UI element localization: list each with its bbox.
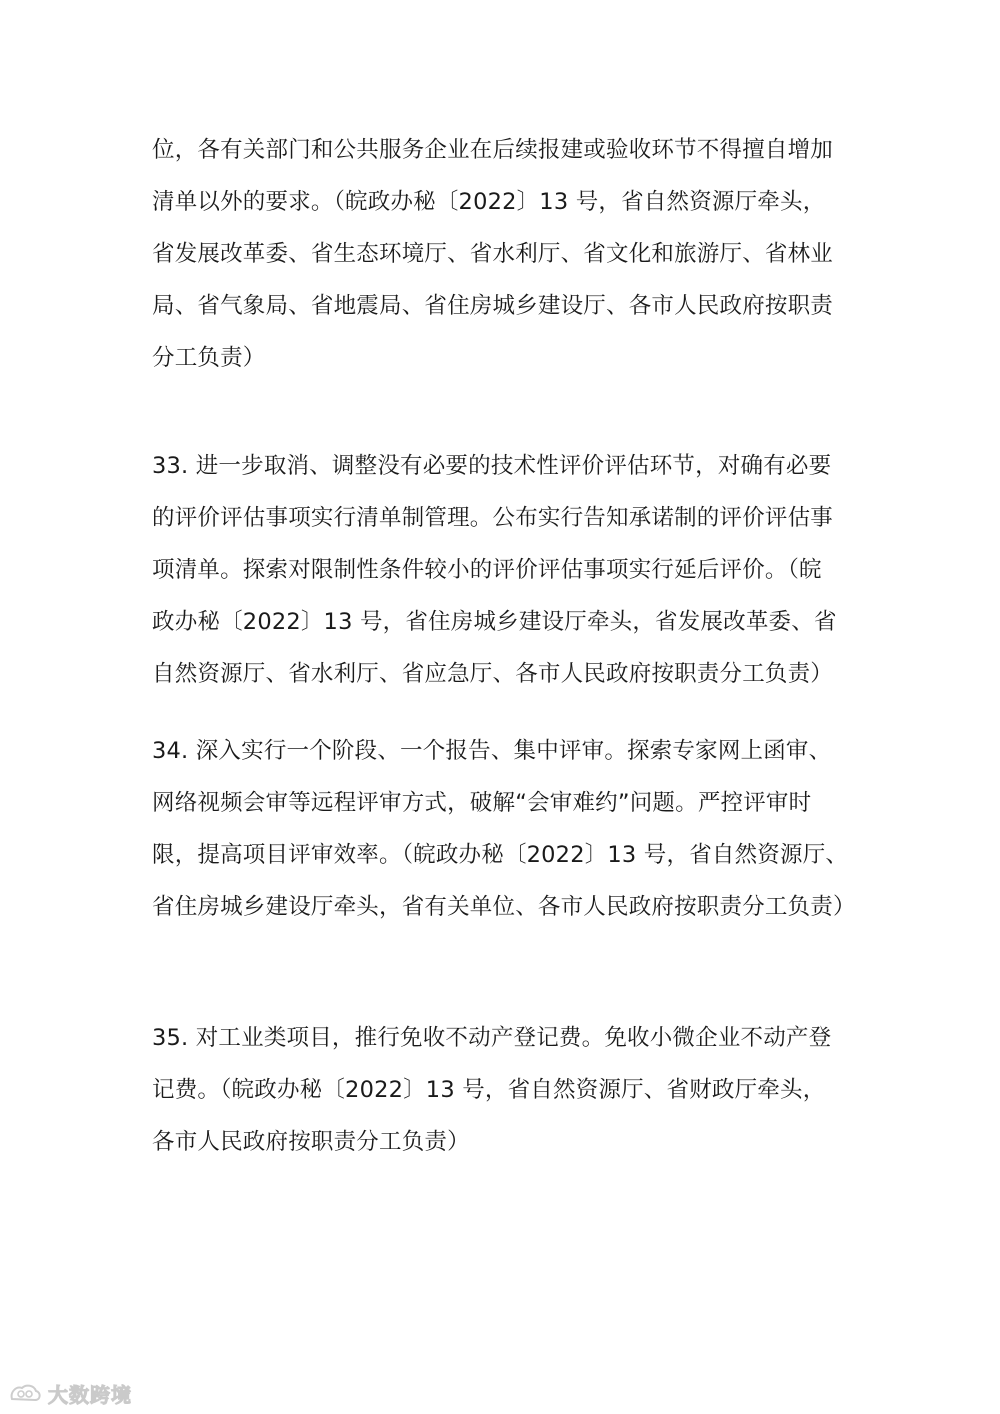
text-line: 省发展改革委、省生态环境厅、省水利厅、省文化和旅游厅、省林业: [152, 241, 834, 267]
text-line: 清单以外的要求。（皖政办秘〔2022〕13 号，省自然资源厅牵头，: [152, 189, 826, 215]
text-line: 34. 深入实行一个阶段、一个报告、集中评审。探索专家网上函审、: [152, 738, 832, 764]
watermark: [8, 1378, 132, 1408]
text-line: 位，各有关部门和公共服务企业在后续报建或验收环节不得擅自增加: [152, 137, 834, 163]
text-line: 自然资源厅、省水利厅、省应急厅、各市人民政府按职责分工负责）: [152, 661, 834, 687]
text-line: 的评价评估事项实行清单制管理。公布实行告知承诺制的评价评估事: [152, 505, 834, 531]
text-line: 35. 对工业类项目，推行免收不动产登记费。免收小微企业不动产登: [152, 1025, 832, 1051]
text-line: 分工负责）: [152, 345, 266, 371]
text-line: 省住房城乡建设厅牵头，省有关单位、各市人民政府按职责分工负责）: [152, 894, 856, 920]
text-line: 网络视频会审等远程评审方式，破解“会审难约”问题。严控评审时: [152, 790, 812, 816]
text-line: 记费。（皖政办秘〔2022〕13 号，省自然资源厅、省财政厅牵头，: [152, 1077, 826, 1103]
text-line: 政办秘〔2022〕13 号，省住房城乡建设厅牵头，省发展改革委、省: [152, 609, 837, 635]
text-line: 局、省气象局、省地震局、省住房城乡建设厅、各市人民政府按职责: [152, 293, 834, 319]
paragraph-item-35: [152, 1012, 852, 1168]
text-line: 限，提高项目评审效率。（皖政办秘〔2022〕13 号，省自然资源厅、: [152, 842, 849, 868]
paragraph-item-33: [152, 440, 852, 700]
text-line: 各市人民政府按职责分工负责）: [152, 1129, 470, 1155]
text-line: 项清单。探索对限制性条件较小的评价评估事项实行延后评价。（皖: [152, 557, 822, 583]
text-line: 33. 进一步取消、调整没有必要的技术性评价评估环节，对确有必要: [152, 453, 832, 479]
paragraph-item-34: [152, 725, 856, 933]
paragraph-continuation: [152, 124, 852, 384]
watermark-logo-icon: [8, 1382, 42, 1404]
watermark-text: 大数跨境: [48, 1382, 132, 1407]
